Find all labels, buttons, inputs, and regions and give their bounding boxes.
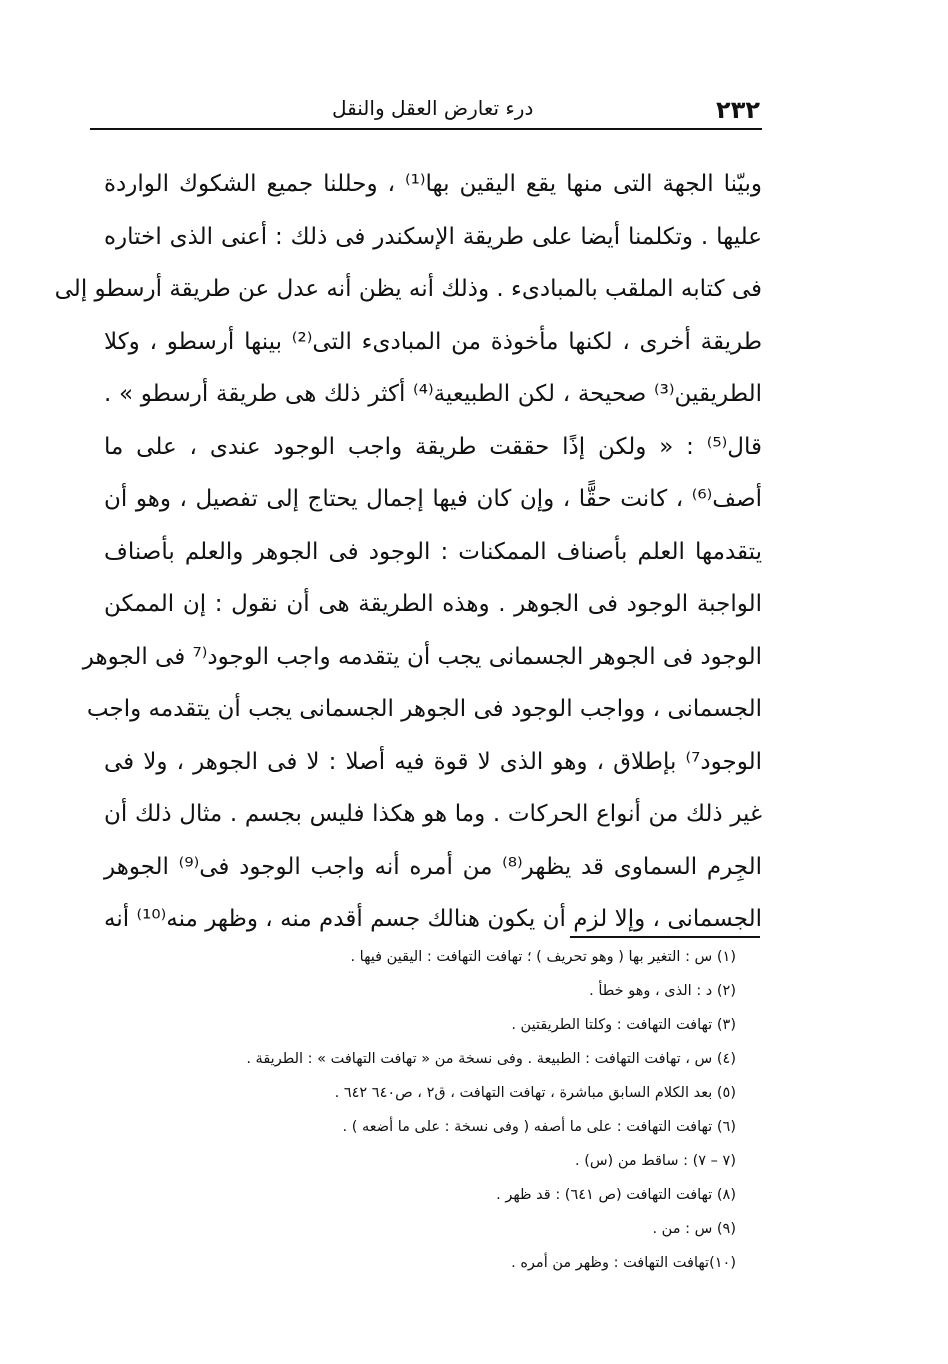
body-line: عليها . وتكلمنا أيضا على طريقة الإسكندر فى ذلك : أعنى الذى اختاره bbox=[104, 223, 762, 250]
body-line: يتقدمها العلم بأصناف الممكنات : الوجود فى الجوهر والعلم بأصناف bbox=[104, 538, 762, 565]
body-line: الجِرم السماوى قد يظهر⁽⁸⁾ من أمره أنه واجب الوجود فى⁽⁹⁾ الجوهر bbox=[104, 853, 763, 880]
footnote-item: (٣) تهافت التهافت : وكلتا الطريقتين . bbox=[511, 1017, 736, 1033]
body-text bbox=[54, 158, 763, 946]
footnote-item: (٩) س : من . bbox=[652, 1221, 736, 1237]
footnote-item: (١) س : التغير بها ( وهو تحريف ) ؛ تهافت التهافت : اليقين فيها . bbox=[350, 949, 736, 965]
body-line: الوجود⁷⁾ بإطلاق ، وهو الذى لا قوة فيه أصلا : لا فى الجوهر ، ولا فى bbox=[104, 748, 762, 775]
body-line: وبيّنا الجهة التى منها يقع اليقين بها⁽¹⁾ ، وحللنا جميع الشكوك الواردة bbox=[104, 171, 762, 197]
running-title: درء تعارض العقل والنقل bbox=[332, 96, 534, 120]
header-rule bbox=[90, 128, 762, 130]
footnote-separator bbox=[570, 936, 760, 938]
body-line: الواجبة الوجود فى الجوهر . وهذه الطريقة هى أن نقول : إن الممكن bbox=[104, 591, 762, 617]
body-line: غير ذلك من أنواع الحركات . وما هو هكذا فليس بجسم . مثال ذلك أن bbox=[104, 801, 762, 827]
footnote-item: (١٠)تهافت التهافت : وظهر من أمره . bbox=[511, 1255, 736, 1271]
footnote-item: (٦) تهافت التهافت : على ما أصفه ( وفى نسخة : على ما أضعه ) . bbox=[342, 1119, 736, 1135]
footnotes bbox=[180, 940, 736, 1280]
body-line: فى كتابه الملقب بالمبادىء . وذلك أنه يظن أنه عدل عن طريقة أرسطو إلى bbox=[54, 276, 762, 302]
body-line: أصف⁽⁶⁾ ، كانت حقًّا ، وإن كان فيها إجمال يحتاج إلى تفصيل ، وهو أن bbox=[104, 486, 762, 512]
footnote-item: (٢) د : الذى ، وهو خطأ . bbox=[589, 983, 736, 999]
body-line: قال⁽⁵⁾ : « ولكن إذًا حققت طريقة واجب الوجود عندى ، على ما bbox=[104, 433, 762, 460]
footnote-item: (٥) بعد الكلام السابق مباشرة ، تهافت التهافت ، ق٢ ، ص٦٤٠ ٦٤٢ . bbox=[334, 1085, 736, 1101]
footnote-item: (٨) تهافت التهافت (ص ٦٤١) : قد ظهر . bbox=[496, 1187, 736, 1203]
page-header bbox=[92, 96, 760, 126]
body-line: الوجود فى الجوهر الجسمانى يجب أن يتقدمه واجب الوجود⁽⁷ فى الجوهر bbox=[82, 643, 762, 670]
body-line: الجسمانى ، وإلا لزم أن يكون هنالك جسم أقدم منه ، وظهر منه⁽¹⁰⁾ أنه bbox=[104, 906, 762, 932]
body-line: الطريقين⁽³⁾ صحيحة ، لكن الطبيعية⁽⁴⁾ أكثر ذلك هى طريقة أرسطو » . bbox=[104, 381, 762, 407]
footnote-item: (٧ – ٧) : ساقط من (س) . bbox=[574, 1153, 736, 1169]
footnote-item: (٤) س ، تهافت التهافت : الطبيعة . وفى نسخة من « تهافت التهافت » : الطريقة . bbox=[246, 1051, 736, 1067]
page-number: ٢٣٢ bbox=[716, 96, 760, 124]
body-line: الجسمانى ، وواجب الوجود فى الجوهر الجسمانى يجب أن يتقدمه واجب bbox=[86, 696, 762, 722]
body-line: طريقة أخرى ، لكنها مأخوذة من المبادىء التى⁽²⁾ بينها أرسطو ، وكلا bbox=[104, 328, 763, 355]
